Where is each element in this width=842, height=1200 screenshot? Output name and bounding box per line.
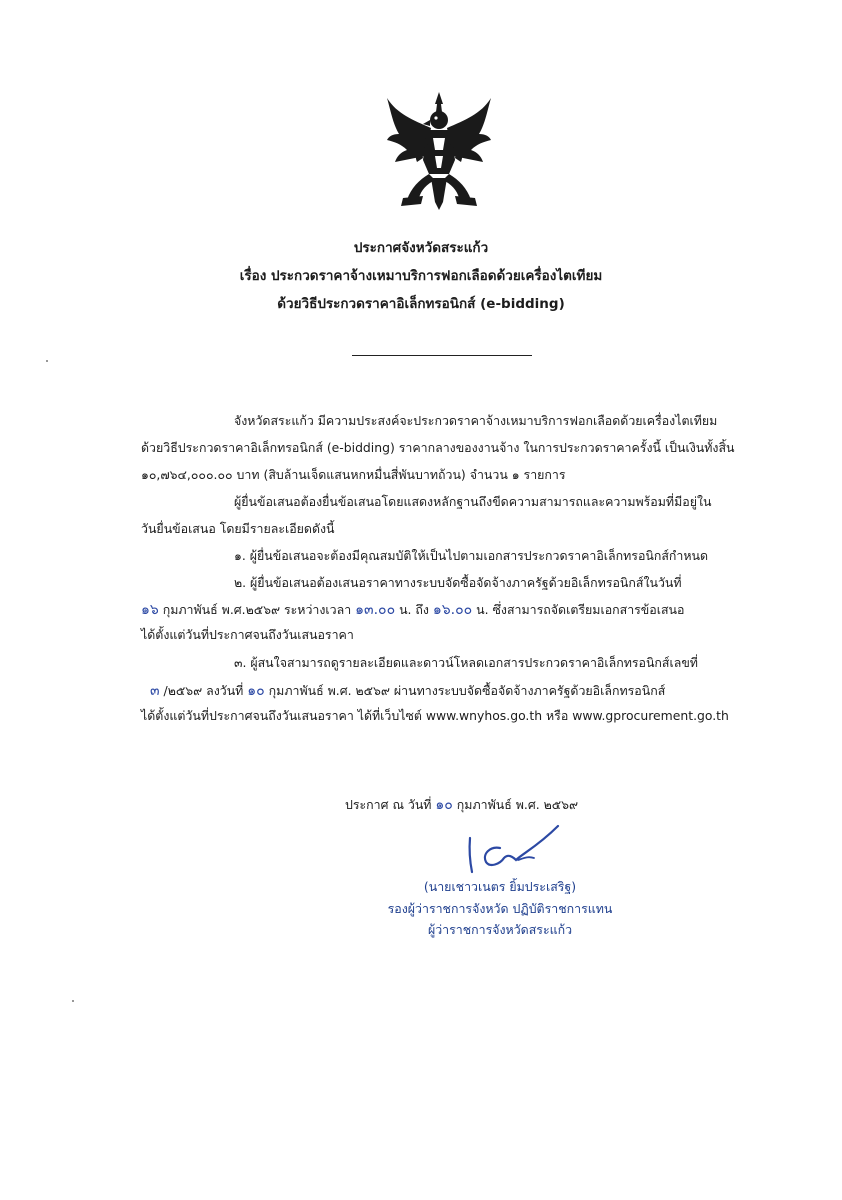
- handwritten-signature: [460, 818, 570, 880]
- item-3-line-1: ๓. ผู้สนใจสามารถดูรายละเอียดและดาวน์โหลดเอกสารประกวดราคาอิเล็กทรอนิกส์เลขที่: [234, 655, 698, 670]
- paragraph-1-line-1: จังหวัดสระแก้ว มีความประสงค์จะประกวดราคาจ้างเหมาบริการฟอกเลือดด้วยเครื่องไตเทียม: [234, 413, 718, 428]
- document-title: ประกาศจังหวัดสระแก้ว: [353, 240, 489, 256]
- signatory-title-1: รองผู้ว่าราชการจังหวัด ปฏิบัติราชการแทน: [387, 901, 613, 916]
- item-3-line-3: ได้ตั้งแต่วันที่ประกาศจนถึงวันเสนอราคา ได้ที่เว็บไซต์ www.wnyhos.go.th หรือ www.gprocurement.go.th: [141, 708, 729, 723]
- item-1: ๑. ผู้ยื่นข้อเสนอจะต้องมีคุณสมบัติให้เป็นไปตามเอกสารประกวดราคาอิเล็กทรอนิกส์กำหนด: [234, 548, 709, 563]
- bid-time-tail: น. ซึ่งสามารถจัดเตรียมเอกสารข้อเสนอ: [472, 602, 685, 617]
- bid-date-text: กุมภาพันธ์ พ.ศ.๒๕๖๙ ระหว่างเวลา: [158, 602, 356, 617]
- document-date-tail: กุมภาพันธ์ พ.ศ. ๒๕๖๙ ผ่านทางระบบจัดซื้อจัดจ้างภาครัฐด้วยอิเล็กทรอนิกส์: [264, 683, 666, 698]
- signatory-name: (นายเชาวเนตร ยิ้มประเสริฐ): [423, 879, 577, 894]
- document-method: ด้วยวิธีประกวดราคาอิเล็กทรอนิกส์ (e-bidding): [277, 296, 565, 312]
- item-2-line-2: [141, 599, 684, 621]
- paragraph-1-line-3: ๑๐,๗๖๔,๐๐๐.๐๐ บาท (สิบล้านเจ็ดแสนหกหมื่นสี่พันบาทถ้วน) จำนวน ๑ รายการ: [141, 467, 566, 482]
- item-2-line-1: ๒. ผู้ยื่นข้อเสนอต้องเสนอราคาทางระบบจัดซื้อจัดจ้างภาครัฐด้วยอิเล็กทรอนิกส์ในวันที่: [234, 575, 682, 590]
- announcement-date-suffix: กุมภาพันธ์ พ.ศ. ๒๕๖๙: [452, 797, 579, 812]
- announcement-day-handwritten: ๑๐: [435, 797, 453, 813]
- document-number-handwritten: ๓: [150, 683, 160, 699]
- paragraph-2-line-2: วันยื่นข้อเสนอ โดยมีรายละเอียดดังนี้: [141, 521, 335, 536]
- signatory-title-2: ผู้ว่าราชการจังหวัดสระแก้ว: [427, 922, 573, 937]
- paragraph-1-line-2: ด้วยวิธีประกวดราคาอิเล็กทรอนิกส์ (e-bidding) ราคากลางของงานจ้าง ในการประกวดราคาครั้งนี้ เป็นเงินทั้งสิ้น: [141, 440, 735, 455]
- scan-speck: [46, 360, 48, 362]
- paragraph-2-line-1: ผู้ยื่นข้อเสนอต้องยื่นข้อเสนอโดยแสดงหลักฐานถึงขีดความสามารถและความพร้อมที่มีอยู่ใน: [234, 494, 712, 509]
- bid-time-separator: น. ถึง: [395, 602, 433, 617]
- bid-date-handwritten: ๑๖: [141, 602, 159, 618]
- item-3-line-2: [150, 680, 665, 702]
- document-number-text: /๒๕๖๙ ลงวันที่: [159, 683, 248, 698]
- garuda-emblem-icon: [383, 90, 495, 212]
- bid-start-time-handwritten: ๑๓.๐๐: [355, 602, 396, 618]
- title-divider: [352, 355, 532, 356]
- scan-speck: [72, 1000, 74, 1002]
- item-2-line-3: ได้ตั้งแต่วันที่ประกาศจนถึงวันเสนอราคา: [141, 627, 354, 642]
- announcement-date-prefix: ประกาศ ณ วันที่: [345, 797, 436, 812]
- announcement-date: [345, 794, 578, 816]
- document-date-handwritten: ๑๐: [247, 683, 265, 699]
- bid-end-time-handwritten: ๑๖.๐๐: [432, 602, 473, 618]
- document-subject: เรื่อง ประกวดราคาจ้างเหมาบริการฟอกเลือดด้วยเครื่องไตเทียม: [239, 268, 603, 284]
